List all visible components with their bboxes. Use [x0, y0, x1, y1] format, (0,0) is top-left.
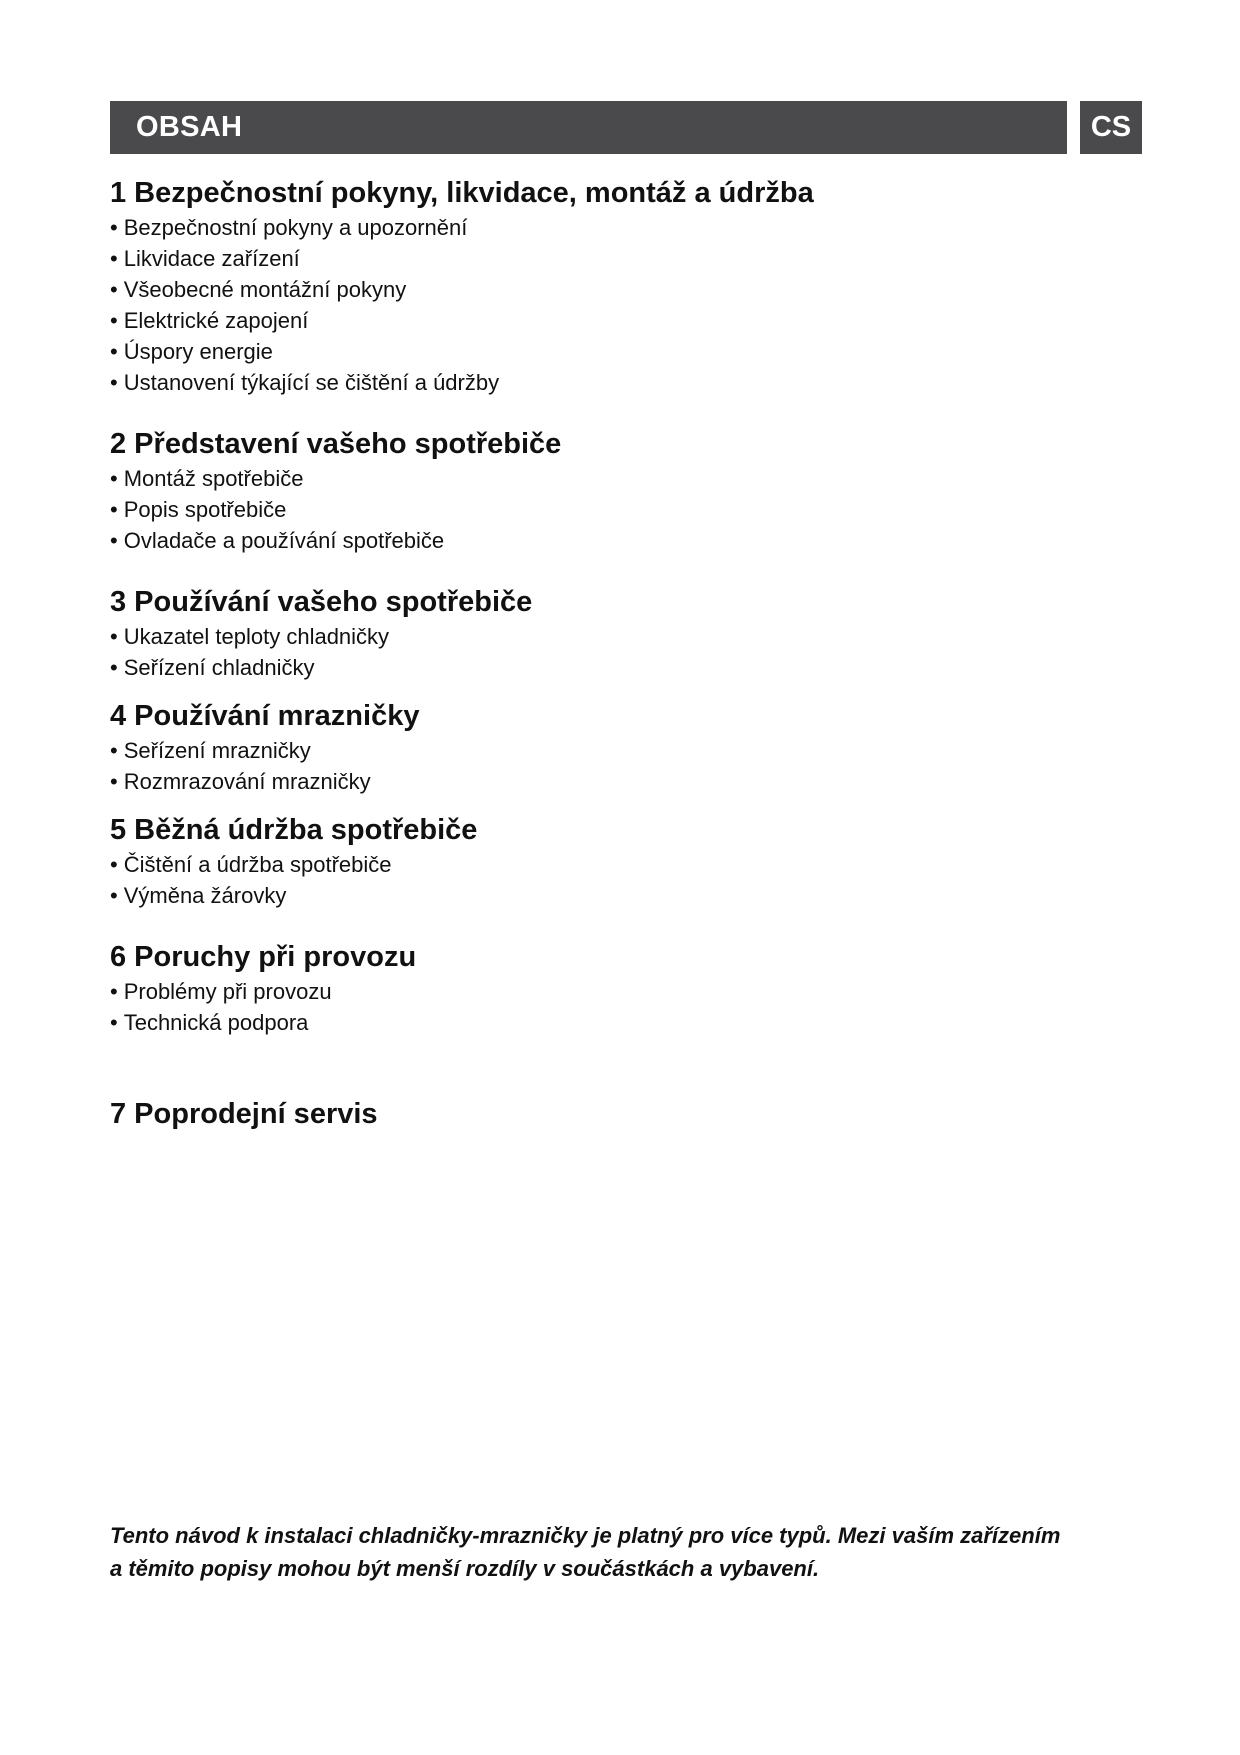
bullet-icon: •	[110, 339, 118, 364]
bullet-icon: •	[110, 655, 118, 680]
section-items-4	[110, 735, 1140, 797]
toc-item[interactable]	[110, 243, 1140, 274]
toc-item-label: Ukazatel teploty chladničky	[123, 624, 390, 649]
toc-item-label: Problémy při provozu	[123, 979, 332, 1004]
footer-note	[110, 1519, 1145, 1585]
bullet-icon: •	[110, 370, 118, 395]
bullet-icon: •	[110, 852, 118, 877]
bullet-icon: •	[110, 528, 118, 553]
toc-item-label: Likvidace zařízení	[123, 246, 300, 271]
bullet-icon: •	[110, 1010, 118, 1035]
section-title-3[interactable]: 3 Používání vašeho spotřebiče	[110, 586, 533, 618]
toc-item-label: Výměna žárovky	[123, 883, 287, 908]
section-title-7[interactable]: 7 Poprodejní servis	[110, 1098, 378, 1130]
section-title-6[interactable]: 6 Poruchy při provozu	[110, 941, 417, 973]
toc-item[interactable]	[110, 849, 1140, 880]
bullet-icon: •	[110, 624, 118, 649]
toc-item-label: Čištění a údržba spotřebiče	[123, 852, 392, 877]
toc-item[interactable]	[110, 766, 1140, 797]
section-items-1	[110, 212, 1140, 398]
toc-item[interactable]	[110, 274, 1140, 305]
toc-item[interactable]	[110, 212, 1140, 243]
bullet-icon: •	[110, 883, 118, 908]
toc-item-label: Ovladače a používání spotřebiče	[123, 528, 445, 553]
toc-item[interactable]	[110, 735, 1140, 766]
toc-section-7	[110, 1096, 1140, 1132]
toc-item[interactable]	[110, 976, 1140, 1007]
toc-item[interactable]	[110, 336, 1140, 367]
toc-item[interactable]	[110, 880, 1140, 911]
toc-item[interactable]	[110, 652, 1140, 683]
language-badge: CS	[1080, 101, 1142, 154]
toc-section-6	[110, 939, 1140, 1038]
toc-item[interactable]	[110, 367, 1140, 398]
section-items-5	[110, 849, 1140, 911]
section-title-2[interactable]: 2 Představení vašeho spotřebiče	[110, 428, 562, 460]
toc-section-5	[110, 812, 1140, 911]
bullet-icon: •	[110, 738, 118, 763]
toc-item-label: Rozmrazování mrazničky	[123, 769, 371, 794]
toc-item-label: Bezpečnostní pokyny a upozornění	[123, 215, 468, 240]
toc-item-label: Úspory energie	[123, 339, 273, 364]
toc-section-2	[110, 426, 1140, 556]
toc-section-4	[110, 698, 1140, 797]
toc-section-3	[110, 584, 1140, 683]
bullet-icon: •	[110, 215, 118, 240]
toc-item-label: Popis spotřebiče	[123, 497, 287, 522]
toc-item-label: Ustanovení týkající se čištění a údržby	[123, 370, 500, 395]
toc-item-label: Montáž spotřebiče	[123, 466, 304, 491]
toc-item[interactable]	[110, 463, 1140, 494]
toc-item-label: Seřízení mrazničky	[123, 738, 311, 763]
bullet-icon: •	[110, 769, 118, 794]
page-title: OBSAH	[136, 111, 243, 143]
toc-item-label: Seřízení chladničky	[123, 655, 315, 680]
bullet-icon: •	[110, 979, 118, 1004]
bullet-icon: •	[110, 277, 118, 302]
toc-item[interactable]	[110, 305, 1140, 336]
toc-item[interactable]	[110, 494, 1140, 525]
toc-item[interactable]	[110, 621, 1140, 652]
bullet-icon: •	[110, 308, 118, 333]
section-items-2	[110, 463, 1140, 556]
header-bar	[110, 101, 1067, 154]
toc-item-label: Všeobecné montážní pokyny	[123, 277, 407, 302]
bullet-icon: •	[110, 246, 118, 271]
section-items-3	[110, 621, 1140, 683]
toc-item[interactable]	[110, 1007, 1140, 1038]
footer-note-line-2: a těmito popisy mohou být menší rozdíly v součástkách a vybavení.	[110, 1556, 820, 1581]
bullet-icon: •	[110, 466, 118, 491]
toc-item-label: Elektrické zapojení	[123, 308, 309, 333]
bullet-icon: •	[110, 497, 118, 522]
section-items-6	[110, 976, 1140, 1038]
toc-section-1	[110, 175, 1140, 398]
section-title-4[interactable]: 4 Používání mrazničky	[110, 700, 420, 732]
section-title-5[interactable]: 5 Běžná údržba spotřebiče	[110, 814, 478, 846]
toc-item-label: Technická podpora	[123, 1010, 309, 1035]
footer-note-line-1: Tento návod k instalaci chladničky-mrazničky je platný pro více typů. Mezi vaším zařízením	[110, 1523, 1061, 1548]
section-title-1[interactable]: 1 Bezpečnostní pokyny, likvidace, montáž a údržba	[110, 177, 814, 209]
table-of-contents	[110, 175, 1140, 1133]
toc-item[interactable]	[110, 525, 1140, 556]
